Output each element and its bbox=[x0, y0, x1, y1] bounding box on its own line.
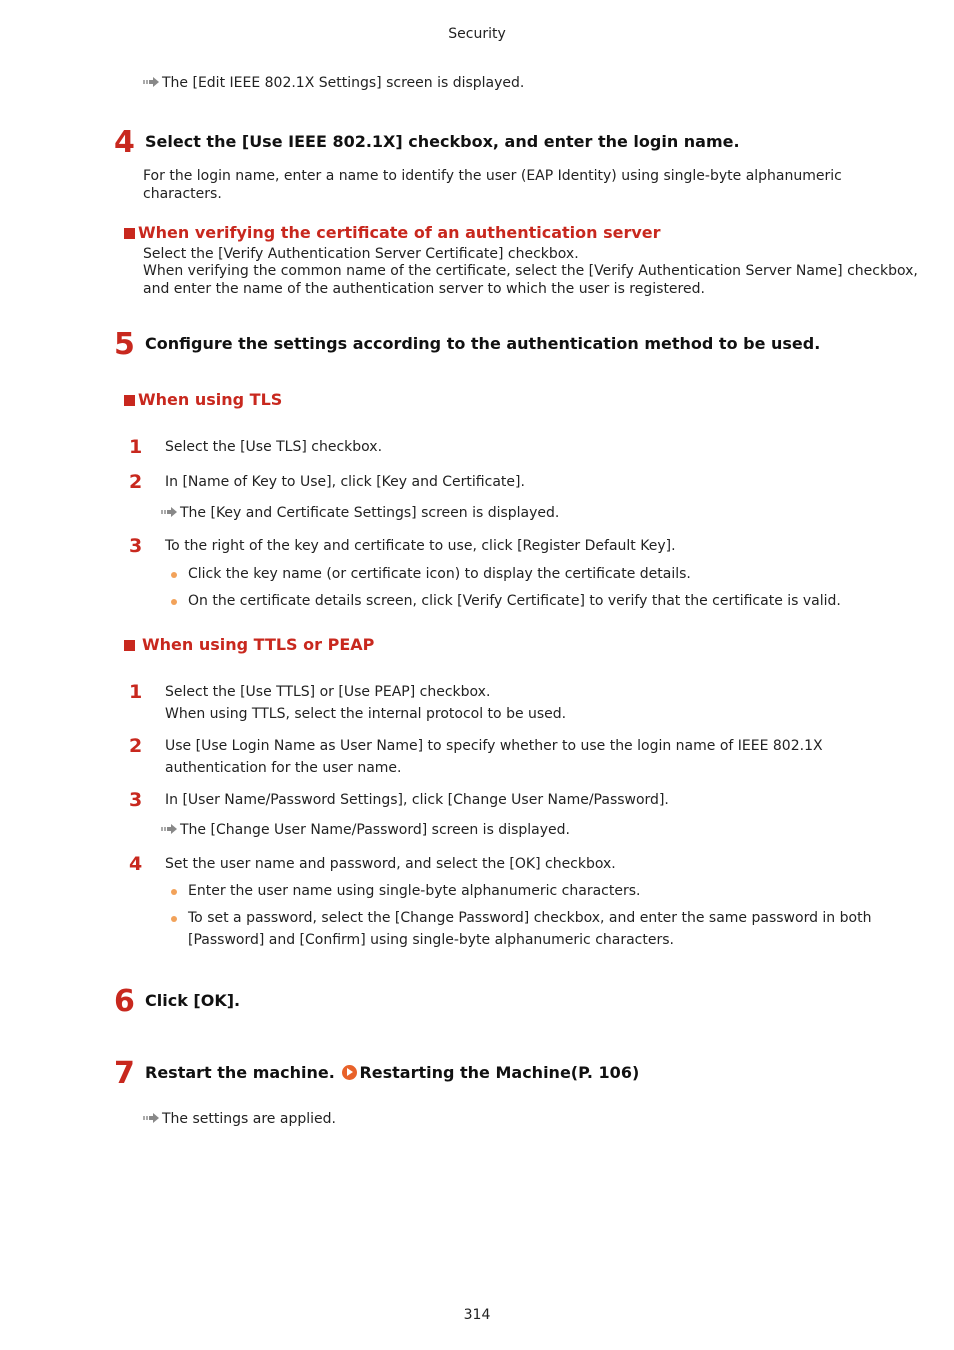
arrow-right-icon bbox=[161, 824, 179, 834]
step-number: 7 bbox=[114, 1056, 135, 1091]
substep-text: Select the [Use TTLS] or [Use PEAP] checkbox. bbox=[165, 684, 491, 700]
bullet-text: [Password] and [Confirm] using single-byte alphanumeric characters. bbox=[188, 932, 674, 948]
substep-number: 3 bbox=[129, 535, 143, 557]
result-text: The [Key and Certificate Settings] screen is displayed. bbox=[180, 505, 560, 521]
arrow-right-icon bbox=[161, 507, 179, 517]
sub-heading-text: When using TLS bbox=[138, 390, 283, 409]
red-square-icon bbox=[124, 640, 135, 651]
result-line bbox=[161, 504, 559, 522]
sub-heading bbox=[124, 223, 661, 243]
substep-text: To the right of the key and certificate to use, click [Register Default Key]. bbox=[165, 538, 676, 554]
step-title-text: Restart the machine. bbox=[145, 1063, 335, 1082]
arrow-right-icon bbox=[143, 77, 161, 87]
step-body-line: For the login name, enter a name to identify the user (EAP Identity) using single-byte alphanumeric bbox=[143, 168, 842, 184]
substep-text: In [Name of Key to Use], click [Key and Certificate]. bbox=[165, 474, 525, 490]
result-line bbox=[161, 821, 570, 839]
result-line bbox=[143, 1110, 336, 1128]
step-title: Select the [Use IEEE 802.1X] checkbox, and enter the login name. bbox=[145, 132, 740, 151]
substep-number: 1 bbox=[129, 681, 143, 703]
substep-number: 4 bbox=[129, 853, 143, 875]
step-title bbox=[145, 1063, 639, 1083]
bullet-text: To set a password, select the [Change Password] checkbox, and enter the same password in both bbox=[188, 910, 872, 926]
substep-text: When using TTLS, select the internal protocol to be used. bbox=[165, 706, 567, 722]
result-line bbox=[143, 74, 524, 92]
sub-heading-text: When using TTLS or PEAP bbox=[142, 635, 375, 654]
result-text: The [Change User Name/Password] screen is displayed. bbox=[180, 822, 570, 838]
bullet-dot-icon bbox=[171, 572, 177, 578]
bullet-dot-icon bbox=[171, 889, 177, 895]
step-title: Configure the settings according to the authentication method to be used. bbox=[145, 334, 821, 353]
sub-body-line: and enter the name of the authentication server to which the user is registered. bbox=[143, 281, 705, 297]
bullet-text: On the certificate details screen, click [Verify Certificate] to verify that the certificate is valid. bbox=[188, 593, 841, 609]
running-header: Security bbox=[448, 26, 506, 42]
sub-heading-text: When verifying the certificate of an authentication server bbox=[138, 223, 661, 242]
bullet-text: Click the key name (or certificate icon) to display the certificate details. bbox=[188, 566, 691, 582]
sub-heading bbox=[124, 390, 282, 410]
link-text: Restarting the Machine(P. 106) bbox=[359, 1063, 640, 1082]
step-number: 5 bbox=[114, 327, 135, 362]
red-square-icon bbox=[124, 395, 135, 406]
page-number: 314 bbox=[463, 1307, 491, 1323]
substep-number: 2 bbox=[129, 471, 143, 493]
link-arrow-icon bbox=[342, 1065, 357, 1080]
step-body-line: characters. bbox=[143, 186, 222, 202]
sub-body-line: Select the [Verify Authentication Server Certificate] checkbox. bbox=[143, 246, 579, 262]
bullet-dot-icon bbox=[171, 599, 177, 605]
red-square-icon bbox=[124, 228, 135, 239]
sub-heading bbox=[124, 635, 374, 655]
substep-text: Select the [Use TLS] checkbox. bbox=[165, 439, 383, 455]
substep-text: Use [Use Login Name as User Name] to specify whether to use the login name of IEEE 802.1X bbox=[165, 738, 823, 754]
result-text: The [Edit IEEE 802.1X Settings] screen is displayed. bbox=[162, 75, 525, 91]
sub-body-line: When verifying the common name of the certificate, select the [Verify Authentication Server Name] checkbox, bbox=[143, 263, 918, 279]
bullet-dot-icon bbox=[171, 916, 177, 922]
substep-text: authentication for the user name. bbox=[165, 760, 402, 776]
step-title: Click [OK]. bbox=[145, 991, 241, 1010]
substep-number: 1 bbox=[129, 436, 143, 458]
arrow-right-icon bbox=[143, 1113, 161, 1123]
cross-reference-link[interactable] bbox=[342, 1063, 639, 1082]
bullet-text: Enter the user name using single-byte alphanumeric characters. bbox=[188, 883, 641, 899]
step-number: 6 bbox=[114, 984, 135, 1019]
substep-number: 2 bbox=[129, 735, 143, 757]
step-number: 4 bbox=[114, 125, 135, 160]
substep-number: 3 bbox=[129, 789, 143, 811]
result-text: The settings are applied. bbox=[162, 1111, 336, 1127]
substep-text: In [User Name/Password Settings], click [Change User Name/Password]. bbox=[165, 792, 669, 808]
substep-text: Set the user name and password, and select the [OK] checkbox. bbox=[165, 856, 616, 872]
